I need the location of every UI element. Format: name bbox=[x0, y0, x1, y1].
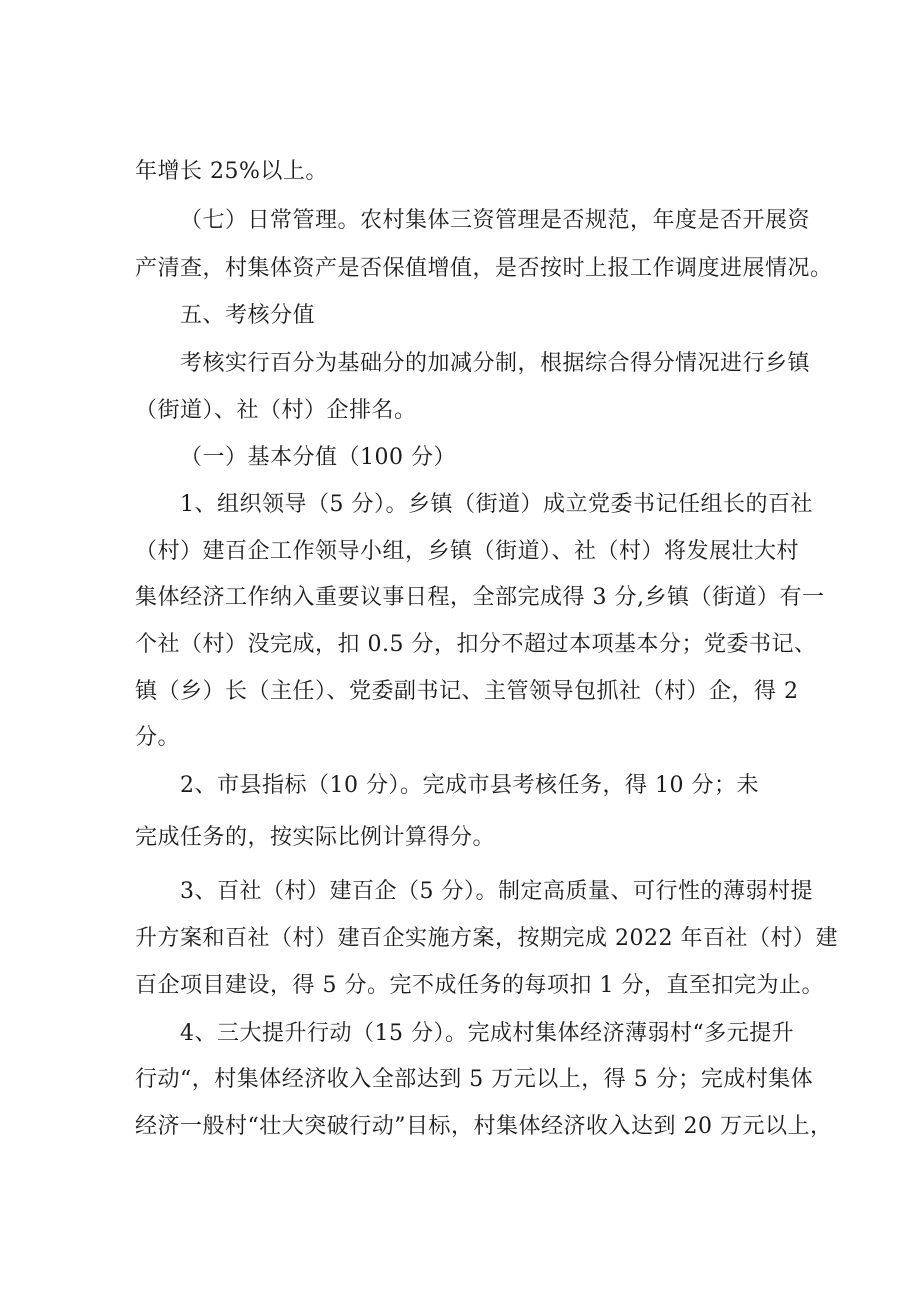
text-line: 镇（乡）长（主任）、党委副书记、主管领导包抓社（村）企，得 2 bbox=[135, 679, 799, 704]
section-heading: 五、考核分值 bbox=[180, 303, 316, 328]
text-line: 集体经济工作纳入重要议事日程，全部完成得 3 分,乡镇（街道）有一 bbox=[135, 585, 825, 610]
text-line: 产清查，村集体资产是否保值增值，是否按时上报工作调度进展情况。 bbox=[135, 256, 833, 281]
text-line: 4、三大提升行动（15 分）。完成村集体经济薄弱村“多元提升 bbox=[180, 1021, 795, 1046]
text-line: 升方案和百社（村）建百企实施方案，按期完成 2022 年百社（村）建 bbox=[135, 926, 838, 951]
text-line: 行动“，村集体经济收入全部达到 5 万元以上，得 5 分；完成村集体 bbox=[135, 1067, 814, 1092]
subsection-heading: （一）基本分值（100 分） bbox=[180, 445, 456, 470]
text-line: （街道）、社（村）企排名。 bbox=[135, 398, 417, 423]
text-line: 百企项目建设，得 5 分。完不成任务的每项扣 1 分，直至扣完为止。 bbox=[135, 973, 824, 998]
section-heading: （七）日常管理。农村集体三资管理是否规范，年度是否开展资 bbox=[180, 208, 811, 233]
text-line: 分。 bbox=[135, 725, 181, 750]
text-line: 2、市县指标（10 分）。完成市县考核任务，得 10 分；未 bbox=[180, 773, 759, 798]
text-line: 1、组织领导（5 分）。乡镇（街道）成立党委书记任组长的百社 bbox=[180, 492, 813, 517]
text-line: 考核实行百分为基础分的加减分制，根据综合得分情况进行乡镇 bbox=[180, 351, 811, 376]
text-line: 个社（村）没完成，扣 0.5 分，扣分不超过本项基本分；党委书记、 bbox=[135, 632, 817, 657]
text-line: 3、百社（村）建百企（5 分）。制定高质量、可行性的薄弱村提 bbox=[180, 879, 813, 904]
text-line: （村）建百企工作领导小组，乡镇（街道）、社（村）将发展壮大村 bbox=[135, 539, 800, 564]
text-line: 完成任务的，按实际比例计算得分。 bbox=[135, 825, 496, 850]
text-line: 年增长 25%以上。 bbox=[135, 159, 328, 184]
text-line: 经济一般村“壮大突破行动”目标，村集体经济收入达到 20 万元以上， bbox=[135, 1114, 833, 1139]
